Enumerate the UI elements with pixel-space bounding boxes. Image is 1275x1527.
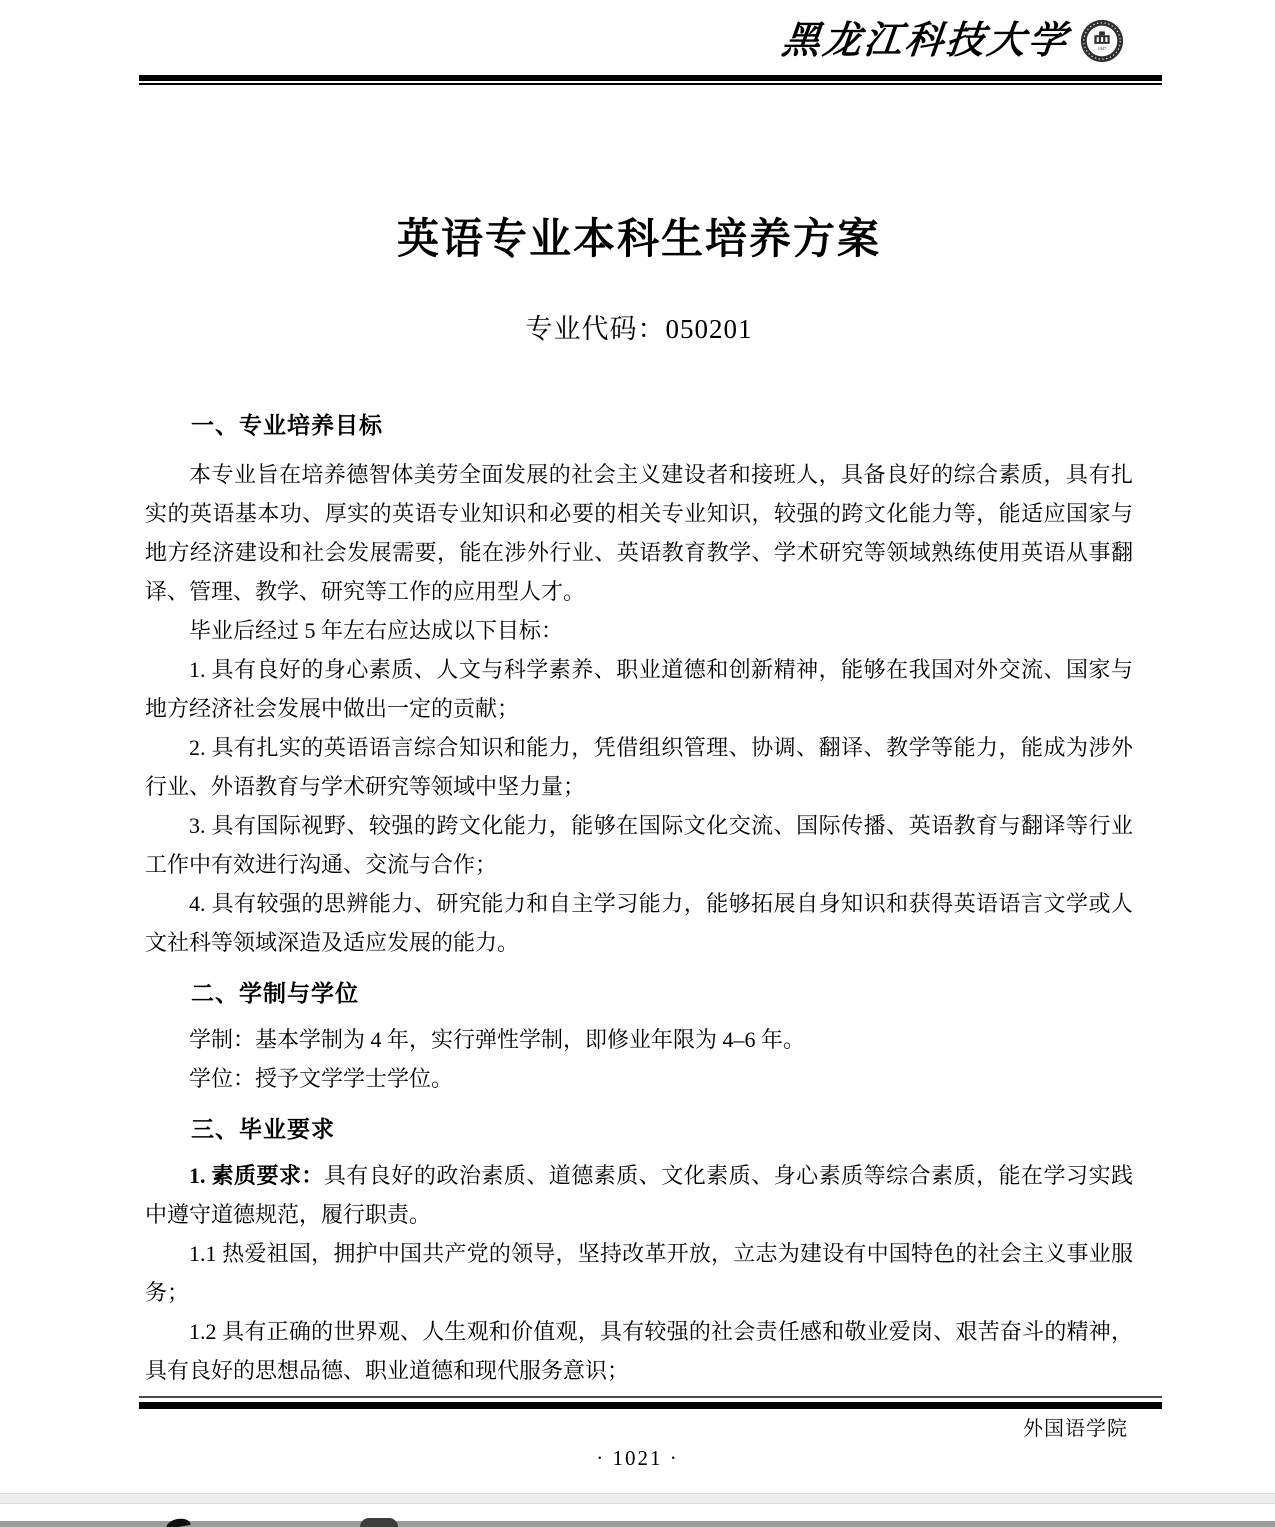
paragraph-lead-text: 具有良好的政治素质、道德素质、文化素质、身心素质等综合素质，能在学习实践中遵守道德规范，履行职责。 bbox=[145, 1163, 1133, 1227]
next-page-calligraphy-fragment bbox=[165, 1517, 190, 1527]
paragraph: 1.2 具有正确的世界观、人生观和价值观，具有较强的社会责任感和敬业爱岗、艰苦奋斗的精神，具有良好的思想品德、职业道德和现代服务意识； bbox=[145, 1319, 1133, 1383]
paragraph: 本专业旨在培养德智体美劳全面发展的社会主义建设者和接班人，具备良好的综合素质，具有扎实的英语基本功、厚实的英语专业知识和必要的相关专业知识，较强的跨文化能力等，能适应国家与地方经济建设和社会发展需要，能在涉外行业、英语教育教学、学术研究等领域熟练使用英语从事翻译、管理、教学、研究等工作的应用型人才。 bbox=[145, 462, 1133, 604]
section-body-1 bbox=[145, 455, 1133, 962]
page-separator bbox=[0, 1493, 1275, 1504]
footer-rule-thin bbox=[139, 1396, 1162, 1398]
paragraph: 1. 具有良好的身心素质、人文与科学素养、职业道德和创新精神，能够在我国对外交流、国家与地方经济社会发展中做出一定的贡献； bbox=[145, 657, 1133, 721]
section-heading-1: 一、专业培养目标 bbox=[191, 412, 383, 438]
paragraph-with-bold-lead bbox=[145, 1156, 1133, 1234]
paragraph: 1.1 热爱祖国，拥护中国共产党的领导，坚持改革开放，立志为建设有中国特色的社会主义事业服务； bbox=[145, 1241, 1133, 1305]
next-page-fragment bbox=[0, 1505, 1275, 1527]
paragraph: 学位：授予文学学士学位。 bbox=[189, 1066, 454, 1091]
paragraph: 毕业后经过 5 年左右应达成以下目标： bbox=[189, 618, 564, 643]
university-seal-icon bbox=[1079, 18, 1125, 64]
section-body-2 bbox=[145, 1020, 1133, 1098]
next-page-seal-fragment bbox=[360, 1518, 398, 1527]
paragraph: 4. 具有较强的思辨能力、研究能力和自主学习能力，能够拓展自身知识和获得英语语言文学或人文社科等领域深造及适应发展的能力。 bbox=[145, 891, 1133, 955]
header-rule-thick bbox=[139, 75, 1162, 81]
paragraph: 3. 具有国际视野、较强的跨文化能力，能够在国际文化交流、国际传播、英语教育与翻译等行业工作中有效进行沟通、交流与合作； bbox=[145, 813, 1133, 877]
footer-rule bbox=[139, 1396, 1162, 1409]
section-heading-2: 二、学制与学位 bbox=[191, 980, 359, 1006]
header-rule bbox=[139, 75, 1162, 85]
paragraph-bold-lead: 1. 素质要求： bbox=[189, 1163, 324, 1188]
paragraph: 学制：基本学制为 4 年，实行弹性学制，即修业年限为 4–6 年。 bbox=[189, 1027, 806, 1052]
next-page-header-strip bbox=[0, 1521, 1275, 1527]
document-body bbox=[145, 205, 1133, 1390]
major-code: 专业代码：050201 bbox=[525, 314, 753, 344]
page-header bbox=[779, 14, 1125, 68]
page-number: · 1021 · bbox=[596, 1446, 679, 1470]
paragraph: 2. 具有扎实的英语语言综合知识和能力，凭借组织管理、协调、翻译、教学等能力，能成为涉外行业、外语教育与学术研究等领域中坚力量； bbox=[145, 735, 1133, 799]
document-title: 英语专业本科生培养方案 bbox=[396, 217, 881, 263]
section-heading-3: 三、毕业要求 bbox=[191, 1116, 335, 1142]
seal-year-text: 1947 bbox=[1097, 46, 1107, 52]
header-rule-thin bbox=[139, 83, 1162, 85]
university-name-calligraphy: 黑龙江科技大学 bbox=[779, 20, 1072, 62]
footer-rule-thick bbox=[139, 1402, 1162, 1409]
section-body-3 bbox=[145, 1156, 1133, 1390]
department-name: 外国语学院 bbox=[1023, 1418, 1128, 1440]
